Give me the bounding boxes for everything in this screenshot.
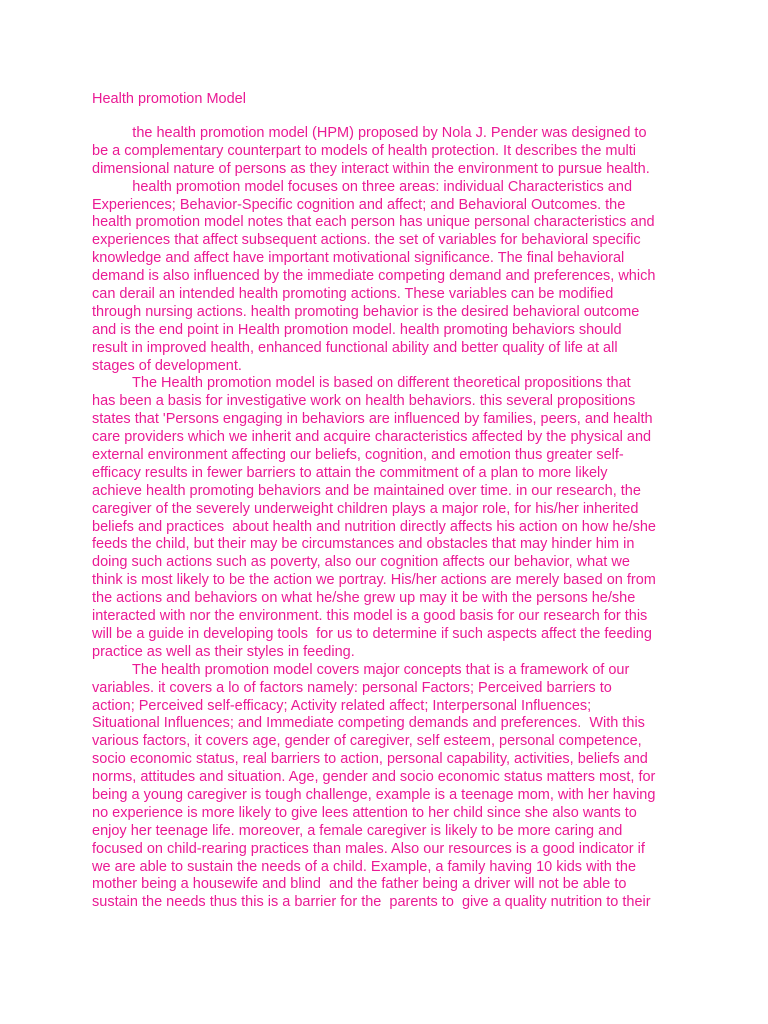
- text-line: feeds the child, but their may be circumstances and obstacles that may hinder him in: [92, 536, 635, 553]
- text-line: stages of development.: [92, 357, 242, 374]
- text-line: focused on child-rearing practices than males. Also our resources is a good indicator if: [92, 840, 645, 857]
- text-line: achieve health promoting behaviors and be maintained over time. in our research, the: [92, 482, 641, 499]
- text-line: be a complementary counterpart to models of health protection. It describes the multi: [92, 142, 637, 159]
- text-line: the health promotion model (HPM) proposed by Nola J. Pender was designed to: [92, 125, 647, 141]
- text-line: can derail an intended health promoting actions. These variables can be modified: [92, 286, 614, 303]
- text-line: The Health promotion model is based on different theoretical propositions that: [92, 375, 631, 392]
- text-line: interacted with nor the environment. this model is a good basis for our research for this: [92, 608, 648, 625]
- text-line: norms, attitudes and situation. Age, gender and socio economic status matters most, for: [92, 769, 656, 786]
- text-line: health promotion model focuses on three areas: individual Characteristics and: [92, 178, 633, 195]
- text-line: mother being a housewife and blind and the father being a driver will not be able to: [92, 876, 627, 893]
- text-line: and is the end point in Health promotion model. health promoting behaviors should: [92, 321, 622, 338]
- text-line: action; Perceived self-efficacy; Activity related affect; Interpersonal Influences;: [92, 697, 592, 714]
- text-line: doing such actions such as poverty, also our cognition affects our behavior, what we: [92, 554, 630, 571]
- text-line: various factors, it covers age, gender of caregiver, self esteem, personal competence,: [92, 733, 642, 750]
- text-line: sustain the needs thus this is a barrier for the parents to give a quality nutrition to their: [92, 894, 651, 911]
- text-line: we are able to sustain the needs of a child. Example, a family having 10 kids with the: [92, 858, 637, 875]
- text-line: dimensional nature of persons as they interact within the environment to pursue health.: [92, 160, 650, 177]
- text-line: result in improved health, enhanced functional ability and better quality of life at all: [92, 339, 618, 356]
- text-line: health promotion model notes that each person has unique personal characteristics and: [92, 214, 655, 231]
- text-line: states that 'Persons engaging in behaviors are influenced by families, peers, and health: [92, 411, 653, 428]
- text-line: variables. it covers a lo of factors namely: personal Factors; Perceived barriers to: [92, 679, 612, 696]
- document-title: Health promotion Model: [92, 91, 246, 107]
- text-line: efficacy results in fewer barriers to attain the commitment of a plan to more likely: [92, 464, 608, 481]
- document-body: [92, 125, 692, 912]
- text-line: Situational Influences; and Immediate competing demands and preferences. With this: [92, 715, 645, 732]
- text-line: no experience is more likely to give lees attention to her child since she also wants to: [92, 804, 637, 821]
- text-line: the actions and behaviors on what he/she grew up may it be with the persons he/she: [92, 590, 636, 607]
- text-line: has been a basis for investigative work on health behaviors. this several propositions: [92, 393, 636, 410]
- text-line: caregiver of the severely underweight children plays a major role, for his/her inherited: [92, 500, 639, 517]
- text-line: Experiences; Behavior-Specific cognition and affect; and Behavioral Outcomes. the: [92, 196, 626, 213]
- text-line: beliefs and practices about health and nutrition directly affects his action on how he/she: [92, 518, 656, 535]
- text-line: demand is also influenced by the immediate competing demand and preferences, which: [92, 268, 656, 285]
- text-line: will be a guide in developing tools for us to determine if such aspects affect the feeding: [92, 625, 652, 642]
- text-line: being a young caregiver is tough challenge, example is a teenage mom, with her having: [92, 786, 656, 803]
- text-line: practice as well as their styles in feeding.: [92, 643, 355, 660]
- text-line: experiences that affect subsequent actions. the set of variables for behavioral specific: [92, 232, 641, 249]
- text-line: through nursing actions. health promoting behavior is the desired behavioral outcome: [92, 303, 640, 320]
- text-line: knowledge and affect have important motivational significance. The final behavioral: [92, 250, 625, 267]
- text-line: socio economic status, real barriers to action, personal capability, activities, beliefs and: [92, 751, 648, 768]
- text-line: external environment affecting our beliefs, cognition, and emotion thus greater self-: [92, 447, 624, 464]
- text-line: The health promotion model covers major concepts that is a framework of our: [92, 661, 630, 678]
- text-line: enjoy her teenage life. moreover, a female caregiver is likely to be more caring and: [92, 822, 623, 839]
- text-line: think is most likely to be the action we portray. His/her actions are merely based on from: [92, 572, 656, 589]
- text-line: care providers which we inherit and acquire characteristics affected by the physical and: [92, 429, 652, 446]
